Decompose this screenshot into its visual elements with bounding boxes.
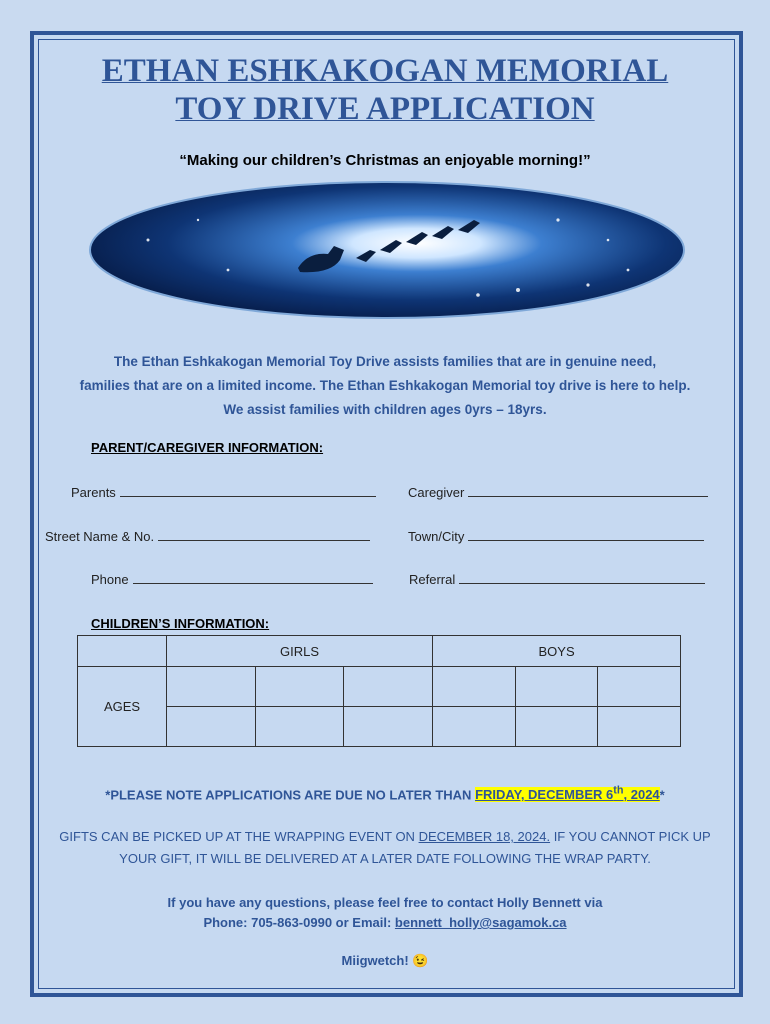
street-field[interactable] — [45, 529, 370, 544]
table-row — [78, 707, 681, 747]
table-row — [78, 667, 681, 707]
wrap-event-date: DECEMBER 18, 2024. — [418, 829, 551, 844]
gift-prefix: GIFTS CAN BE PICKED UP AT THE WRAPPING EVENT ON — [59, 829, 419, 844]
due-date-suffix: th — [613, 785, 624, 797]
ages-label: AGES — [78, 667, 167, 747]
phone-label: Phone — [91, 572, 129, 587]
boy-age-cell[interactable] — [515, 667, 598, 707]
children-ages-table — [77, 635, 681, 747]
intro-line-3: We assist families with children ages 0yrs – 18yrs. — [223, 402, 547, 417]
note-suffix: * — [659, 787, 665, 803]
table-corner-cell — [78, 636, 167, 667]
due-date-text: FRIDAY, DECEMBER 6 — [475, 787, 614, 803]
caregiver-label: Caregiver — [408, 485, 465, 500]
parents-field[interactable] — [71, 485, 376, 500]
santa-sleigh-moon-banner — [88, 180, 686, 320]
email-link[interactable]: bennett_holly@sagamok.ca — [394, 915, 567, 930]
parent-section-heading: PARENT/CAREGIVER INFORMATION: — [91, 440, 324, 455]
gift-line-2: YOUR GIFT, IT WILL BE DELIVERED AT A LATER DATE FOLLOWING THE WRAP PARTY. — [119, 851, 651, 866]
referral-label: Referral — [409, 572, 456, 587]
girl-age-cell[interactable] — [344, 667, 433, 707]
intro-text — [40, 350, 730, 422]
girl-age-cell[interactable] — [255, 707, 344, 747]
referral-field[interactable] — [409, 572, 705, 587]
girl-age-cell[interactable] — [167, 667, 256, 707]
tagline: “Making our children’s Christmas an enjoyable morning!” — [179, 152, 591, 169]
boy-age-cell[interactable] — [433, 707, 516, 747]
girl-age-cell[interactable] — [167, 707, 256, 747]
contact-line-2 — [40, 913, 730, 933]
contact-line-1: If you have any questions, please feel free to contact Holly Bennett via — [167, 895, 603, 910]
boys-header: BOYS — [433, 636, 681, 667]
street-label: Street Name & No. — [45, 529, 155, 544]
due-date-highlight — [475, 787, 660, 802]
phone-field[interactable] — [91, 572, 373, 587]
closing-thanks: Miigwetch! 😉 — [341, 953, 429, 968]
children-section-heading: CHILDREN’S INFORMATION: — [91, 616, 270, 631]
title-line-2: TOY DRIVE APPLICATION — [175, 91, 595, 127]
girls-header: GIRLS — [167, 636, 433, 667]
boy-age-cell[interactable] — [598, 667, 681, 707]
table-header-row — [78, 636, 681, 667]
street-input-line[interactable] — [158, 530, 370, 541]
parents-input-line[interactable] — [120, 486, 376, 497]
boy-age-cell[interactable] — [433, 667, 516, 707]
girl-age-cell[interactable] — [344, 707, 433, 747]
phone-input-line[interactable] — [133, 573, 373, 584]
intro-line-2: families that are on a limited income. The Ethan Eshkakogan Memorial toy drive is here to help. — [79, 378, 691, 393]
intro-line-1: The Ethan Eshkakogan Memorial Toy Drive assists families that are in genuine need, — [113, 354, 657, 369]
note-prefix: *PLEASE NOTE APPLICATIONS ARE DUE NO LATER THAN — [105, 787, 476, 803]
town-label: Town/City — [408, 529, 465, 544]
phone-text: Phone: 705-863-0990 or Email: — [203, 915, 395, 930]
due-date-year: , 2024 — [623, 787, 660, 803]
girl-age-cell[interactable] — [255, 667, 344, 707]
town-input-line[interactable] — [468, 530, 704, 541]
gift-line-1 — [40, 826, 730, 848]
gift-pickup-text — [40, 826, 730, 870]
parents-label: Parents — [71, 485, 116, 500]
due-date-note — [0, 785, 770, 802]
gift-suffix: IF YOU CANNOT PICK UP — [550, 829, 711, 844]
caregiver-field[interactable] — [408, 485, 708, 500]
boy-age-cell[interactable] — [598, 707, 681, 747]
referral-input-line[interactable] — [459, 573, 705, 584]
caregiver-input-line[interactable] — [468, 486, 708, 497]
contact-info — [40, 893, 730, 933]
boy-age-cell[interactable] — [515, 707, 598, 747]
title-line-1: ETHAN ESHKAKOGAN MEMORIAL — [101, 53, 669, 89]
town-field[interactable] — [408, 529, 704, 544]
